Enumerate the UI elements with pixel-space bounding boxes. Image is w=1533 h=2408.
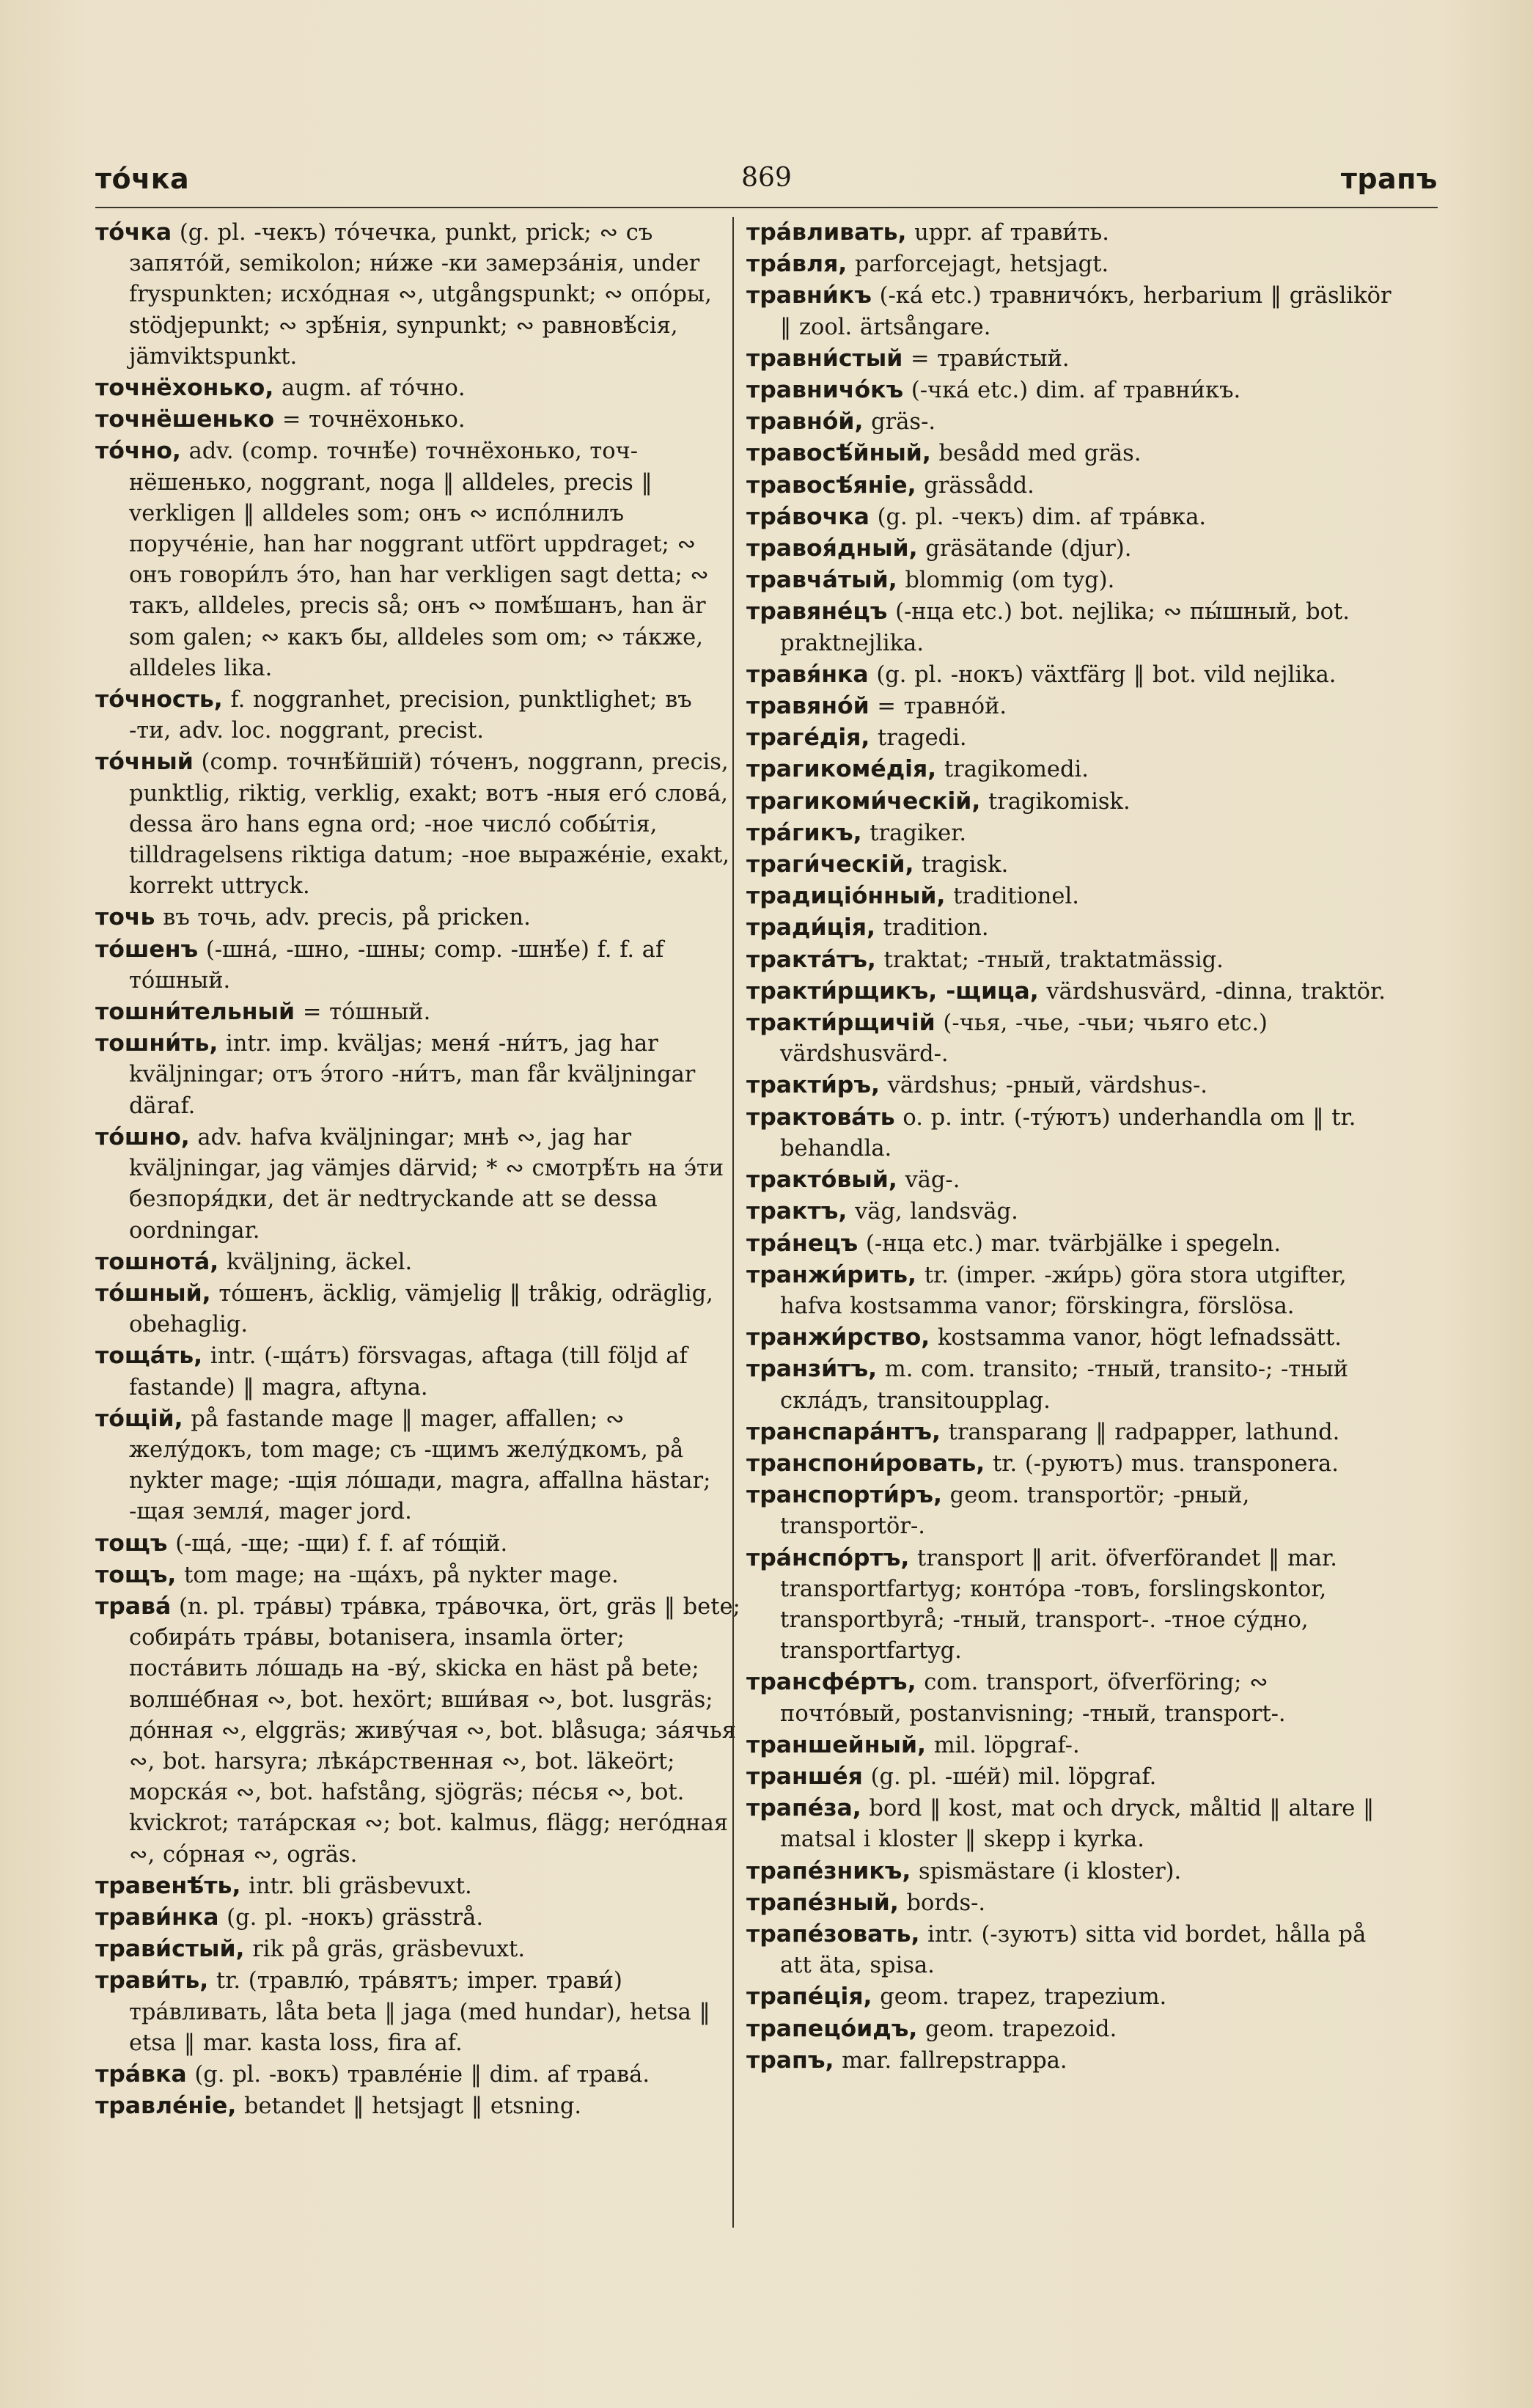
dictionary-entry bbox=[746, 754, 1392, 785]
dictionary-entry bbox=[746, 375, 1392, 406]
entry-definition: tr. (imper. -жи́рь) göra stora utgifter, hafva kostsamma vanor; förskingra, förslösa. bbox=[780, 1262, 1347, 1319]
entry-definition: intr. bli gräsbevuxt. bbox=[240, 1873, 472, 1899]
entry-headword: транспара́нтъ, bbox=[746, 1418, 941, 1445]
entry-definition: väg, landsväg. bbox=[847, 1199, 1018, 1225]
dictionary-entry bbox=[95, 1902, 740, 1934]
entry-definition: väg-. bbox=[897, 1167, 960, 1194]
dictionary-entry bbox=[746, 343, 1392, 375]
entry-headword: травя́нка bbox=[746, 661, 869, 688]
entry-headword: трапъ, bbox=[746, 2047, 834, 2074]
dictionary-entry bbox=[746, 1228, 1392, 1260]
entry-headword: тра́вка bbox=[95, 2060, 187, 2088]
dictionary-entry bbox=[746, 1981, 1392, 2013]
dictionary-entry bbox=[746, 1761, 1392, 1793]
entry-definition: (comp. точнѣ́йшій) то́ченъ, noggrann, precis, punktlig, riktig, verklig, exakt; вотъ -ныя его́ слова́, dessa äro hans egna ord; -ное число́ собы́тія, tilldragelsens riktiga datum; -ное выраже́ніе, exakt, korrekt uttryck. bbox=[129, 749, 729, 900]
entry-headword: трактъ, bbox=[746, 1198, 848, 1225]
entry-definition: (-нца etc.) bot. nejlika; ∾ пы́шный, bot. praktnejlika. bbox=[780, 599, 1350, 656]
dictionary-entry bbox=[746, 1260, 1392, 1322]
entry-definition: parforcejagt, hetsjagt. bbox=[847, 252, 1109, 278]
entry-definition: (-шна́, -шно, -шны; comp. -шнѣ́е) f. f. af то́шный. bbox=[129, 936, 664, 994]
entry-definition: besådd med gräs. bbox=[930, 441, 1142, 467]
entry-definition: kostsamma vanor, högt lefnadssätt. bbox=[930, 1325, 1342, 1351]
dictionary-entry bbox=[95, 746, 740, 902]
dictionary-entry bbox=[746, 1543, 1392, 1667]
entry-headword: тра́нецъ bbox=[746, 1230, 859, 1257]
entry-definition: mar. fallrepstrappa. bbox=[834, 2047, 1067, 2074]
entry-headword: тошни́ть, bbox=[95, 1030, 218, 1057]
entry-definition: värdshus; -рный, värdshus-. bbox=[879, 1073, 1208, 1099]
entry-definition: mil. löpgraf-. bbox=[926, 1732, 1080, 1758]
dictionary-entry bbox=[95, 684, 740, 746]
entry-definition: tragisk. bbox=[913, 852, 1009, 878]
dictionary-entry bbox=[95, 1340, 740, 1403]
entry-definition: въ точь, adv. precis, på pricken. bbox=[155, 905, 531, 931]
dictionary-entry bbox=[95, 1560, 740, 1591]
header-left-guide-word: то́чка bbox=[95, 163, 190, 195]
entry-definition: (n. pl. тра́вы) тра́вка, тра́вочка, ört, gräs ‖ bete; собира́ть тра́вы, botanisera, insamla örter; поста́вить ло́шадь на -ву́, skicka en häst på bete; волше́бная ∾, bot. hexört; вши́вая ∾, bot. lusgräs; до́нная ∾, elggräs; живу́чая ∾, bot. blåsuga; за́ячья ∾, bot. harsyra; лѣка́рственная ∾, bot. läkeört; морска́я ∾, bot. hafstång, sjögräs; пе́сья ∾, bot. kvickrot; тата́рская ∾; bot. kalmus, flägg; него́дная ∾, со́рная ∾, ogräs. bbox=[129, 1593, 740, 1868]
dictionary-entry bbox=[95, 1934, 740, 1965]
entry-headword: транспорти́ръ, bbox=[746, 1482, 942, 1509]
entry-headword: трактова́ть bbox=[746, 1104, 895, 1131]
entry-headword: трави́стый, bbox=[95, 1936, 245, 1963]
dictionary-entry bbox=[95, 2091, 740, 2122]
dictionary-entry bbox=[746, 976, 1392, 1007]
dictionary-entry bbox=[95, 404, 740, 436]
dictionary-entry bbox=[746, 1417, 1392, 1448]
entry-definition: adv. (comp. точнѣ́е) точнёхонько, точнёшенько, noggrant, noga ‖ alldeles, precis ‖ verkligen ‖ alldeles som; онъ ∾ испо́лнилъ поруче́ніе, han har noggrant utfört uppdraget; ∾ онъ говори́лъ э́то, han har verkligen sagt detta; ∾ такъ, alldeles, precis så; онъ ∾ помѣ́шанъ, han är som galen; ∾ какъ бы, alldeles som om; ∾ та́кже, alldeles lika. bbox=[129, 438, 709, 681]
entry-definition: blommig (om tyg). bbox=[897, 568, 1115, 594]
entry-headword: тощъ, bbox=[95, 1561, 177, 1588]
dictionary-entry bbox=[746, 565, 1392, 596]
entry-definition: gräsätande (djur). bbox=[917, 536, 1132, 562]
entry-headword: травяно́й bbox=[746, 693, 870, 720]
entry-definition: geom. trapezoid. bbox=[917, 2016, 1117, 2042]
entry-definition: intr. imp. kväljas; меня́ -ни́тъ, jag har kväljningar; отъ э́того -ни́тъ, man får kväljningar däraf. bbox=[129, 1031, 696, 1119]
entry-headword: тракти́рщичій bbox=[746, 1010, 935, 1037]
entry-headword: трагикоми́ческій, bbox=[746, 788, 981, 815]
entry-headword: тошнота́, bbox=[95, 1248, 219, 1275]
dictionary-entry bbox=[95, 934, 740, 996]
entry-definition: (-чья, -чье, -чьи; чьяго etc.) värdshusvärd-. bbox=[780, 1010, 1268, 1068]
dictionary-entry bbox=[746, 1164, 1392, 1196]
dictionary-entry bbox=[95, 1247, 740, 1278]
dictionary-entry bbox=[746, 502, 1392, 533]
dictionary-entry bbox=[746, 944, 1392, 976]
entry-definition: kväljning, äckel. bbox=[218, 1249, 413, 1275]
entry-headword: трапе́зникъ, bbox=[746, 1857, 911, 1884]
entry-headword: то́чно, bbox=[95, 438, 181, 465]
entry-definition: (g. pl. -нокъ) växtfärg ‖ bot. vild nejlika. bbox=[868, 661, 1337, 688]
entry-definition: tom mage; на -ща́хъ, på nykter mage. bbox=[176, 1562, 619, 1588]
dictionary-entry bbox=[746, 881, 1392, 912]
entry-headword: трапе́ція, bbox=[746, 1983, 872, 2011]
dictionary-entry bbox=[746, 280, 1392, 342]
left-column bbox=[95, 217, 740, 2122]
dictionary-entry bbox=[746, 1480, 1392, 1542]
entry-definition: (g. pl. -ше́й) mil. löpgraf. bbox=[862, 1763, 1157, 1790]
entry-headword: транзи́тъ, bbox=[746, 1356, 878, 1383]
dictionary-entry bbox=[746, 1102, 1392, 1164]
dictionary-entry bbox=[95, 217, 740, 372]
dictionary-entry bbox=[746, 1354, 1392, 1416]
entry-definition: (-ща́, -ще; -щи) f. f. af то́щій. bbox=[167, 1530, 508, 1557]
entry-definition: värdshusvärd, -dinna, traktör. bbox=[1038, 978, 1386, 1005]
dictionary-entry bbox=[95, 372, 740, 404]
entry-definition: spismästare (i kloster). bbox=[911, 1858, 1182, 1884]
entry-definition: = травно́й. bbox=[869, 694, 1007, 720]
dictionary-entry bbox=[746, 849, 1392, 881]
entry-headword: транжи́рство, bbox=[746, 1324, 930, 1351]
header-right-guide-word: трапъ bbox=[1340, 163, 1438, 195]
entry-definition: (-чка́ etc.) dim. af травни́къ. bbox=[903, 378, 1241, 404]
dictionary-entry bbox=[746, 1887, 1392, 1919]
entry-definition: (g. pl. -чекъ) то́чечка, punkt, prick; ∾ съ запято́й, semikolon; ни́же -ки замерза́нія, under fryspunkten; исхо́дная ∾, utgångspunkt; ∾ опо́ры, stödjepunkt; ∾ зрѣ́нія, synpunkt; ∾ равновѣ́сія, jämviktspunkt. bbox=[129, 220, 712, 370]
dictionary-entry bbox=[95, 1528, 740, 1560]
entry-definition: com. transport, öfverföring; ∾ почто́вый, postanvisning; -тный, transport-. bbox=[780, 1670, 1286, 1727]
entry-definition: bord ‖ kost, mat och dryck, måltid ‖ altare ‖ matsal i kloster ‖ skepp i kyrka. bbox=[780, 1796, 1375, 1853]
entry-definition: betandet ‖ hetsjagt ‖ etsning. bbox=[236, 2093, 582, 2120]
dictionary-entry bbox=[746, 691, 1392, 722]
entry-headword: травча́тый, bbox=[746, 567, 897, 594]
dictionary-entry bbox=[746, 249, 1392, 280]
entry-headword: то́шно, bbox=[95, 1123, 190, 1150]
entry-headword: то́щій, bbox=[95, 1405, 183, 1432]
dictionary-entry bbox=[95, 1278, 740, 1340]
entry-definition: augm. af то́чно. bbox=[273, 375, 466, 402]
entry-headword: трави́нка bbox=[95, 1904, 219, 1931]
entry-headword: тра́вля, bbox=[746, 251, 848, 278]
dictionary-entry bbox=[95, 1403, 740, 1528]
entry-definition: grässådd. bbox=[916, 472, 1034, 499]
entry-definition: (-ка́ etc.) травничо́къ, herbarium ‖ gräslikör ‖ zool. ärtsångare. bbox=[780, 283, 1392, 340]
dictionary-entry bbox=[746, 1793, 1392, 1855]
dictionary-entry bbox=[746, 1196, 1392, 1227]
entry-definition: tr. (травлю́, тра́вятъ; imper. трави́) тра́вливать, låta beta ‖ jaga (med hundar), hetsa ‖ etsa ‖ mar. kasta loss, fira af. bbox=[129, 1968, 710, 2056]
entry-definition: rik på gräs, gräsbevuxt. bbox=[244, 1937, 526, 1963]
page-number: 869 bbox=[741, 163, 792, 193]
entry-definition: bords-. bbox=[898, 1890, 986, 1916]
entry-definition: = трави́стый. bbox=[902, 345, 1070, 372]
entry-headword: траги́ческій, bbox=[746, 851, 914, 878]
entry-definition: gräs-. bbox=[863, 409, 936, 436]
entry-headword: трагикоме́дія, bbox=[746, 756, 937, 783]
dictionary-entry bbox=[95, 1591, 740, 1871]
dictionary-entry bbox=[746, 596, 1392, 658]
entry-headword: точнёшенько bbox=[95, 406, 275, 433]
entry-definition: (-нца etc.) mar. tvärbjälke i spegeln. bbox=[858, 1230, 1282, 1257]
dictionary-entry bbox=[95, 1965, 740, 2059]
entry-definition: (g. pl. -чекъ) dim. af тра́вка. bbox=[869, 504, 1207, 530]
entry-definition: tragikomedi. bbox=[936, 757, 1089, 783]
entry-definition: tradition. bbox=[875, 915, 989, 941]
dictionary-entry bbox=[746, 470, 1392, 502]
dictionary-entry bbox=[746, 659, 1392, 691]
dictionary-entry bbox=[95, 1028, 740, 1122]
entry-headword: транспони́ровать, bbox=[746, 1450, 985, 1477]
entry-definition: m. com. transito; -тный, transito-; -тный скла́дъ, transitoupplag. bbox=[780, 1357, 1349, 1414]
dictionary-entry bbox=[746, 1322, 1392, 1354]
entry-definition: intr. (-ща́тъ) försvagas, aftaga (till följd af fastande) ‖ magra, aftyna. bbox=[129, 1343, 688, 1401]
header-rule bbox=[95, 207, 1438, 208]
entry-definition: = точнёхонько. bbox=[274, 407, 466, 433]
entry-headword: то́чный bbox=[95, 749, 194, 776]
entry-headword: траншейный, bbox=[746, 1731, 927, 1758]
column-divider bbox=[732, 217, 734, 2228]
page-header bbox=[95, 160, 1438, 204]
dictionary-entry bbox=[95, 436, 740, 684]
entry-headword: тошни́тельный bbox=[95, 999, 295, 1026]
entry-headword: тощъ bbox=[95, 1530, 168, 1557]
entry-headword: травле́ніе, bbox=[95, 2093, 237, 2120]
entry-headword: тра́нспо́ртъ, bbox=[746, 1544, 910, 1571]
entry-headword: тра́вочка bbox=[746, 503, 870, 530]
entry-definition: transport ‖ arit. öfverförandet ‖ mar. transportfartyg; конто́ра -товъ, forslingskontor, transportbyrå; -тный, transport-. -тное су́дно, transportfartyg. bbox=[780, 1545, 1337, 1664]
entry-headword: травно́й, bbox=[746, 408, 864, 436]
entry-headword: трапе́за, bbox=[746, 1795, 861, 1822]
dictionary-entry bbox=[746, 912, 1392, 944]
entry-definition: på fastande mage ‖ mager, affallen; ∾ желу́докъ, tom mage; съ -щимъ желу́дкомъ, på nykter mage; -щія ло́шади, magra, affallna hästar; -щая земля́, mager jord. bbox=[129, 1406, 711, 1525]
entry-definition: adv. hafva kväljningar; мнѣ ∾, jag har kväljningar, jag vämjes därvid; * ∾ смотрѣ́ть на э́ти безпоря́дки, det är nedtryckande att se dessa oordningar. bbox=[129, 1124, 724, 1244]
dictionary-entry bbox=[746, 1667, 1392, 1729]
entry-headword: трави́ть, bbox=[95, 1967, 209, 1994]
entry-definition: tragikomisk. bbox=[980, 788, 1131, 815]
entry-headword: традицiо́нный, bbox=[746, 883, 946, 910]
dictionary-entry bbox=[95, 2059, 740, 2091]
entry-definition: f. noggranhet, precision, punktlighet; въ -ти, adv. loc. noggrant, precist. bbox=[129, 687, 692, 744]
entry-definition: = то́шный. bbox=[295, 999, 431, 1026]
entry-definition: tr. (-руютъ) mus. transponera. bbox=[985, 1450, 1339, 1477]
dictionary-entry bbox=[746, 533, 1392, 565]
dictionary-entry bbox=[746, 1007, 1392, 1070]
entry-headword: тоща́ть, bbox=[95, 1343, 203, 1370]
entry-definition: uppr. af трави́ть. bbox=[906, 220, 1109, 246]
entry-headword: тради́ція, bbox=[746, 914, 875, 941]
entry-headword: травенѣ́ть, bbox=[95, 1872, 241, 1899]
entry-definition: tragedi. bbox=[870, 725, 967, 752]
dictionary-entry bbox=[746, 818, 1392, 849]
entry-headword: транше́я bbox=[746, 1763, 863, 1790]
dictionary-entry bbox=[746, 1070, 1392, 1101]
entry-headword: то́чность, bbox=[95, 686, 223, 713]
entry-definition: geom. trapez, trapezium. bbox=[872, 1984, 1167, 2011]
dictionary-entry bbox=[746, 406, 1392, 438]
dictionary-entry bbox=[746, 1856, 1392, 1887]
entry-headword: тра́вливать, bbox=[746, 219, 907, 246]
entry-definition: tragiker. bbox=[861, 820, 967, 846]
dictionary-entry bbox=[746, 2045, 1392, 2077]
entry-headword: трава́ bbox=[95, 1593, 172, 1620]
entry-headword: тракта́тъ, bbox=[746, 946, 876, 973]
dictionary-entry bbox=[746, 438, 1392, 469]
entry-headword: то́шенъ bbox=[95, 936, 199, 963]
entry-definition: то́шенъ, äcklig, vämjelig ‖ tråkig, odräglig, obehaglig. bbox=[129, 1280, 713, 1338]
entry-definition: transparang ‖ radpapper, lathund. bbox=[940, 1419, 1340, 1445]
entry-definition: o. p. intr. (-ту́ютъ) underhandla om ‖ tr. behandla. bbox=[780, 1104, 1356, 1161]
dictionary-entry bbox=[95, 996, 740, 1028]
dictionary-entry bbox=[746, 786, 1392, 818]
right-column bbox=[746, 217, 1392, 2077]
entry-headword: то́чка bbox=[95, 219, 172, 246]
entry-headword: тра́гикъ, bbox=[746, 819, 862, 846]
dictionary-entry bbox=[746, 1448, 1392, 1480]
entry-headword: трапе́зовать, bbox=[746, 1920, 920, 1948]
dictionary-entry bbox=[746, 722, 1392, 754]
entry-definition: intr. (-зуютъ) sitta vid bordet, hålla på att äta, spisa. bbox=[780, 1921, 1367, 1979]
entry-definition: (g. pl. -нокъ) grässtrå. bbox=[218, 1904, 484, 1931]
entry-headword: то́шный, bbox=[95, 1280, 211, 1307]
dictionary-entry bbox=[95, 1871, 740, 1902]
entry-headword: тракто́вый, bbox=[746, 1167, 897, 1194]
dictionary-entry bbox=[95, 1122, 740, 1247]
entry-headword: травни́стый bbox=[746, 345, 903, 372]
entry-headword: трапе́зный, bbox=[746, 1889, 899, 1916]
entry-headword: травосѣ́яніе, bbox=[746, 471, 916, 499]
entry-definition: geom. transportör; -рный, transportör-. bbox=[780, 1483, 1250, 1540]
entry-headword: траге́дія, bbox=[746, 724, 870, 752]
entry-definition: (g. pl. -вокъ) травле́ніе ‖ dim. af трава́. bbox=[186, 2061, 650, 2088]
entry-headword: травни́къ bbox=[746, 282, 872, 309]
entry-headword: точь bbox=[95, 904, 155, 931]
dictionary-entry bbox=[95, 902, 740, 933]
entry-definition: traktat; -тный, traktatmässig. bbox=[875, 947, 1224, 973]
entry-headword: трансфе́ртъ, bbox=[746, 1669, 916, 1696]
entry-headword: травоя́дный, bbox=[746, 535, 918, 562]
entry-headword: травяне́цъ bbox=[746, 598, 888, 625]
entry-headword: точнёхонько, bbox=[95, 375, 274, 402]
dictionary-entry bbox=[746, 1919, 1392, 1981]
dictionary-entry bbox=[746, 217, 1392, 249]
entry-headword: травосѣ́йный, bbox=[746, 440, 931, 467]
entry-headword: тракти́рщикъ, -щица, bbox=[746, 977, 1039, 1005]
entry-headword: трапецо́идъ, bbox=[746, 2015, 918, 2042]
dictionary-entry bbox=[746, 2014, 1392, 2045]
entry-definition: traditionel. bbox=[945, 884, 1079, 910]
entry-headword: травничо́къ bbox=[746, 377, 904, 404]
dictionary-entry bbox=[746, 1730, 1392, 1761]
entry-headword: тракти́ръ, bbox=[746, 1072, 880, 1099]
entry-headword: транжи́рить, bbox=[746, 1261, 917, 1288]
